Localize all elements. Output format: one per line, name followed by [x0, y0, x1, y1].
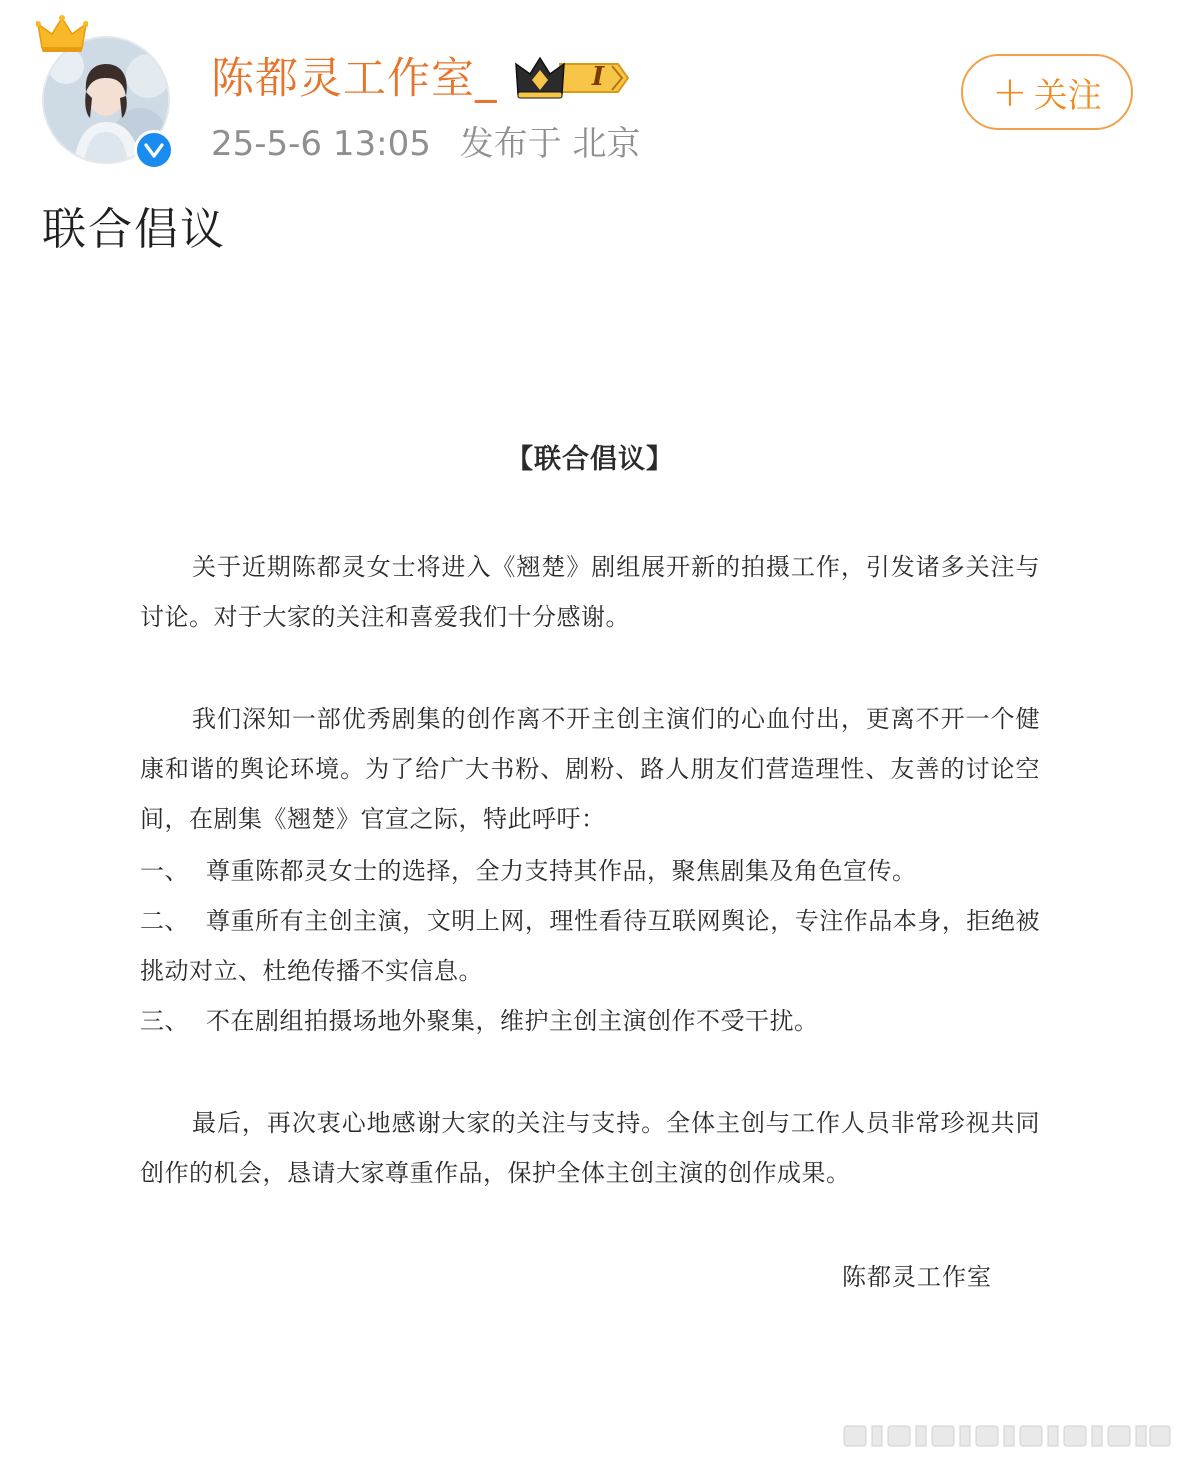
- list-item: [140, 846, 1040, 896]
- list-item-number: 三、: [140, 1007, 189, 1035]
- user-name[interactable]: 陈都灵工作室_: [211, 54, 498, 104]
- list-item-number: 一、: [140, 857, 189, 885]
- vip-badge[interactable]: [514, 56, 630, 100]
- document-title: 【联合倡议】: [506, 444, 674, 475]
- post-time: 25-5-6 13:05: [211, 124, 431, 164]
- list-item: [140, 996, 1040, 1046]
- verified-badge-icon: [134, 130, 174, 170]
- crown-icon: [36, 14, 88, 56]
- vip-level: I: [591, 62, 605, 92]
- document-signature: 陈都灵工作室: [842, 1263, 992, 1291]
- list-item-number: 二、: [140, 907, 189, 935]
- watermark-icon: [842, 1420, 1172, 1450]
- post-location: 发布于 北京: [459, 124, 641, 164]
- avatar-area[interactable]: [42, 36, 170, 164]
- plus-icon: +: [992, 67, 1028, 116]
- document-list: [140, 846, 1040, 1046]
- post-meta: [211, 122, 640, 166]
- document-paragraph-1: 关于近期陈都灵女士将进入《翘楚》剧组展开新的拍摄工作，引发诸多关注与讨论。对于大家的关注和喜爱我们十分感谢。: [140, 553, 1040, 631]
- follow-button[interactable]: [961, 54, 1133, 130]
- list-item: [140, 896, 1040, 996]
- list-item-text: 尊重陈都灵女士的选择，全力支持其作品，聚焦剧集及角色宣传。: [206, 857, 917, 885]
- list-item-text: 不在剧组拍摄场地外聚集，维护主创主演创作不受干扰。: [206, 1007, 819, 1035]
- post-image[interactable]: [0, 290, 1179, 1466]
- list-item-text: 尊重所有主创主演，文明上网，理性看待互联网舆论，专注作品本身，拒绝被挑动对立、杜绝传播不实信息。: [140, 907, 1040, 985]
- document-paragraph-2: 我们深知一部优秀剧集的创作离不开主创主演们的心血付出，更离不开一个健康和谐的舆论环境。为了给广大书粉、剧粉、路人朋友们营造理性、友善的讨论空间，在剧集《翘楚》官宣之际，特此呼吁：: [140, 705, 1040, 833]
- document-paragraph-3: 最后，再次衷心地感谢大家的关注与支持。全体主创与工作人员非常珍视共同创作的机会，恳请大家尊重作品，保护全体主创主演的创作成果。: [140, 1109, 1040, 1187]
- post-text: 联合倡议: [42, 204, 226, 255]
- follow-label: 关注: [1033, 75, 1102, 116]
